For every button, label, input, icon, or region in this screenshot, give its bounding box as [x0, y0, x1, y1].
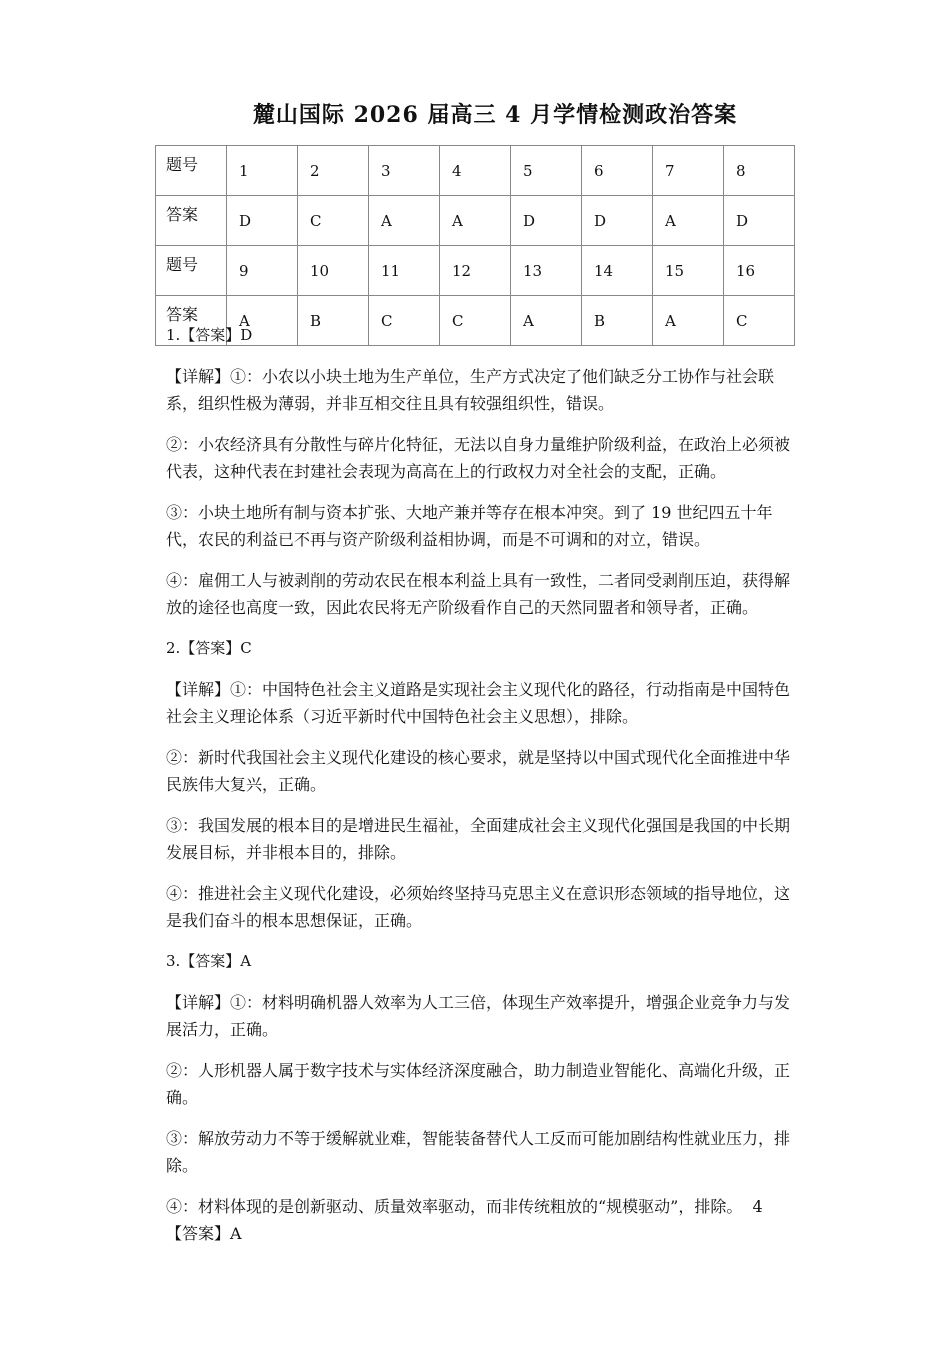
q3-detail-3: ③：解放劳动力不等于缓解就业难，智能装备替代人工反而可能加剧结构性就业压力，排除。	[166, 1129, 791, 1175]
table-cell: 7	[653, 146, 724, 196]
table-cell: A	[227, 296, 298, 346]
table-cell: 12	[440, 246, 511, 296]
q1-detail-2: ②：小农经济具有分散性与碎片化特征，无法以自身力量维护阶级利益，在政治上必须被代表，这种代表在封建社会表现为高高在上的行政权力对全社会的支配，正确。	[166, 435, 791, 481]
q2-detail-2: ②：新时代我国社会主义现代化建设的核心要求，就是坚持以中国式现代化全面推进中华民族伟大复兴，正确。	[166, 748, 791, 794]
table-cell: B	[582, 296, 653, 346]
table-cell: 5	[511, 146, 582, 196]
q2-detail-3: ③：我国发展的根本目的是增进民生福祉，全面建成社会主义现代化强国是我国的中长期发展目标，并非根本目的，排除。	[166, 816, 791, 862]
table-cell: 8	[724, 146, 795, 196]
table-cell: A	[653, 296, 724, 346]
table-row	[156, 246, 795, 296]
table-row	[156, 196, 795, 246]
q2-detail-4: ④：推进社会主义现代化建设，必须始终坚持马克思主义在意识形态领域的指导地位，这是我们奋斗的根本思想保证，正确。	[166, 884, 791, 930]
table-cell: 6	[582, 146, 653, 196]
table-cell: 15	[653, 246, 724, 296]
explanations	[166, 322, 794, 1261]
table-cell: D	[582, 196, 653, 246]
table-cell: C	[369, 296, 440, 346]
q1-detail-4: ④：雇佣工人与被剥削的劳动农民在根本利益上具有一致性，二者同受剥削压迫，获得解放的途径也高度一致，因此农民将无产阶级看作自己的天然同盟者和领导者，正确。	[166, 571, 791, 617]
row-label: 题号	[156, 146, 227, 196]
q2-answer-label: 2.【答案】C	[166, 639, 252, 657]
q3-detail-4	[166, 1193, 794, 1247]
table-cell: 13	[511, 246, 582, 296]
q3-detail-4-text: ④：材料体现的是创新驱动、质量效率驱动，而非传统粗放的“规模驱动”，排除。	[166, 1197, 743, 1216]
q1-detail-1: 【详解】①：小农以小块土地为生产单位，生产方式决定了他们缺乏分工协作与社会联系，组织性极为薄弱，并非互相交往且具有较强组织性，错误。	[166, 367, 775, 413]
table-cell: A	[369, 196, 440, 246]
table-cell: 16	[724, 246, 795, 296]
row-label: 答案	[156, 296, 227, 346]
table-cell: C	[724, 296, 795, 346]
q3-detail-2: ②：人形机器人属于数字技术与实体经济深度融合，助力制造业智能化、高端化升级，正确。	[166, 1061, 791, 1107]
row-label: 答案	[156, 196, 227, 246]
table-cell: 10	[298, 246, 369, 296]
table-cell: D	[511, 196, 582, 246]
q3-answer-label: 3.【答案】A	[166, 952, 252, 970]
row-label: 题号	[156, 246, 227, 296]
q4-answer-label: 4【答案】A	[166, 1197, 763, 1243]
table-cell: C	[298, 196, 369, 246]
table-row	[156, 146, 795, 196]
answer-table	[155, 145, 795, 346]
table-cell: 9	[227, 246, 298, 296]
table-cell: B	[298, 296, 369, 346]
table-cell: D	[227, 196, 298, 246]
q1-answer-label: 1.【答案】D	[166, 326, 253, 344]
table-cell: A	[511, 296, 582, 346]
page-title: 麓山国际 2026 届高三 4 月学情检测政治答案	[252, 102, 738, 128]
table-cell: 2	[298, 146, 369, 196]
table-cell: D	[724, 196, 795, 246]
table-cell: 1	[227, 146, 298, 196]
table-cell: 14	[582, 246, 653, 296]
q2-detail-1: 【详解】①：中国特色社会主义道路是实现社会主义现代化的路径，行动指南是中国特色社会主义理论体系（习近平新时代中国特色社会主义思想），排除。	[166, 680, 791, 726]
q3-detail-1: 【详解】①：材料明确机器人效率为人工三倍，体现生产效率提升，增强企业竞争力与发展活力，正确。	[166, 993, 791, 1039]
table-cell: A	[440, 196, 511, 246]
q1-detail-3: ③：小块土地所有制与资本扩张、大地产兼并等存在根本冲突。到了 19 世纪四五十年代，农民的利益已不再与资产阶级利益相协调，而是不可调和的对立，错误。	[166, 503, 773, 549]
table-cell: C	[440, 296, 511, 346]
table-cell: 4	[440, 146, 511, 196]
table-cell: A	[653, 196, 724, 246]
table-cell: 11	[369, 246, 440, 296]
table-cell: 3	[369, 146, 440, 196]
